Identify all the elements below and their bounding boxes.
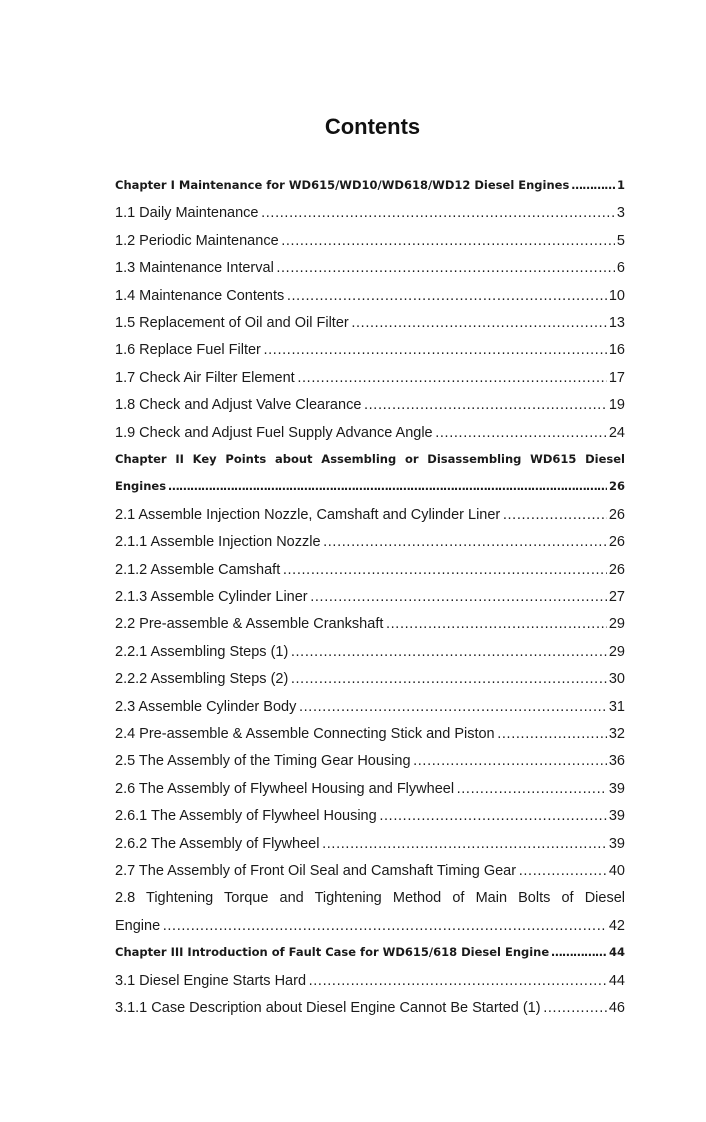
toc-entry-page-number: 6: [616, 260, 625, 277]
toc-entry[interactable]: [115, 699, 625, 721]
toc-entry-label: 2.1.2 Assemble Camshaft: [115, 561, 281, 578]
toc-entry[interactable]: [115, 1000, 625, 1022]
toc-entry[interactable]: [115, 644, 625, 666]
toc-leader-dots: [518, 863, 607, 879]
toc-entry-label: 2.2 Pre-assemble & Assemble Crankshaft: [115, 616, 384, 633]
toc-entry-page-number: 39: [608, 808, 625, 825]
toc-entry-label: Engine: [115, 917, 161, 934]
toc-entry-label: Chapter II Key Points about Assembling or Disassembling WD615 Diesel: [115, 452, 625, 466]
toc-entry-label: 1.2 Periodic Maintenance: [115, 232, 279, 249]
toc-entry-label: 2.6.1 The Assembly of Flywheel Housing: [115, 808, 377, 825]
toc-entry[interactable]: [115, 671, 625, 693]
toc-leader-dots: [551, 945, 607, 959]
toc-entry-label: 1.5 Replacement of Oil and Oil Filter: [115, 315, 349, 331]
toc-entry-label: Chapter I Maintenance for WD615/WD10/WD618/WD12 Diesel Engines: [115, 178, 570, 192]
toc-entry-label: 2.1.1 Assemble Injection Nozzle: [115, 534, 321, 551]
toc-entry[interactable]: [115, 233, 625, 255]
toc-entry-page-number: 32: [608, 726, 625, 742]
toc-entry-page-number: 17: [608, 369, 625, 386]
toc-entry-page-number: 5: [616, 232, 625, 249]
toc-leader-dots: [456, 781, 607, 797]
toc-entry[interactable]: [115, 260, 625, 282]
toc-entry-label: 2.4 Pre-assemble & Assemble Connecting Stick and Piston: [115, 726, 495, 742]
toc-entry-label: 1.3 Maintenance Interval: [115, 260, 274, 277]
toc-chapter-entry[interactable]: [115, 945, 625, 967]
toc-leader-dots: [379, 808, 607, 824]
toc-leader-dots: [281, 233, 615, 249]
toc-chapter-entry[interactable]: [115, 452, 625, 474]
toc-leader-dots: [363, 397, 606, 413]
toc-entry-label: 1.7 Check Air Filter Element: [115, 369, 295, 386]
toc-entry-page-number: 44: [608, 972, 625, 989]
toc-entry[interactable]: [115, 836, 625, 858]
toc-entry-label: 2.6.2 The Assembly of Flywheel: [115, 835, 320, 852]
toc-entry-label: Engines: [115, 479, 167, 494]
toc-entry-label: 2.2.1 Assembling Steps (1): [115, 643, 289, 660]
toc-entry-label: 2.1.3 Assemble Cylinder Liner: [115, 589, 308, 605]
toc-leader-dots: [323, 534, 607, 550]
toc-entry-label: 2.5 The Assembly of the Timing Gear Housing: [115, 753, 411, 770]
toc-entry-label: 1.6 Replace Fuel Filter: [115, 342, 261, 359]
toc-leader-dots: [290, 671, 607, 687]
toc-entry-page-number: 42: [608, 917, 625, 934]
toc-leader-dots: [543, 1000, 607, 1016]
toc-entry[interactable]: [115, 370, 625, 392]
toc-leader-dots: [310, 589, 607, 605]
toc-entry[interactable]: [115, 808, 625, 830]
toc-entry[interactable]: [115, 562, 625, 584]
toc-entry[interactable]: [115, 616, 625, 638]
toc-entry-label: 2.7 The Assembly of Front Oil Seal and Camshaft Timing Gear: [115, 863, 517, 879]
toc-leader-dots: [263, 342, 607, 358]
toc-leader-dots: [571, 178, 615, 192]
toc-entry-page-number: 39: [608, 835, 625, 852]
toc-entry[interactable]: [115, 726, 625, 748]
toc-leader-dots: [168, 479, 607, 493]
toc-entry[interactable]: [115, 342, 625, 364]
toc-entry[interactable]: [115, 507, 625, 529]
toc-entry-label: 3.1.1 Case Description about Diesel Engine Cannot Be Started (1): [115, 1000, 541, 1016]
toc-leader-dots: [298, 699, 607, 715]
toc-entry-page-number: 1: [616, 178, 625, 192]
page-title: Contents: [324, 114, 421, 139]
toc-chapter-entry[interactable]: [115, 178, 625, 200]
toc-entry-page-number: 24: [608, 424, 625, 441]
toc-entry-label: 1.9 Check and Adjust Fuel Supply Advance Angle: [115, 424, 433, 441]
toc-leader-dots: [297, 370, 607, 386]
toc-entry-page-number: 44: [608, 945, 625, 960]
toc-entry[interactable]: [115, 973, 625, 995]
toc-entry-page-number: 46: [608, 1000, 625, 1016]
toc-leader-dots: [260, 205, 614, 221]
toc-leader-dots: [308, 973, 607, 989]
toc-entry[interactable]: [115, 753, 625, 775]
toc-entry-page-number: 30: [608, 671, 625, 688]
toc-entry-label: 3.1 Diesel Engine Starts Hard: [115, 972, 307, 989]
toc-leader-dots: [385, 616, 606, 632]
toc-leader-dots: [435, 425, 607, 441]
toc-entry[interactable]: [115, 589, 625, 611]
toc-leader-dots: [497, 726, 607, 742]
toc-leader-dots: [413, 753, 607, 769]
toc-entry-label: 2.8 Tightening Torque and Tightening Method of Main Bolts of Diesel: [115, 890, 625, 907]
toc-entry-label: 2.1 Assemble Injection Nozzle, Camshaft and Cylinder Liner: [115, 506, 501, 523]
toc-chapter-entry[interactable]: [115, 479, 625, 501]
toc-leader-dots: [351, 315, 607, 331]
toc-entry-page-number: 39: [608, 780, 625, 797]
toc-entry-page-number: 3: [616, 205, 625, 222]
toc-entry-page-number: 29: [608, 616, 625, 633]
toc-entry-page-number: 36: [608, 753, 625, 770]
toc-entry-page-number: 10: [608, 287, 625, 304]
toc-entry-page-number: 26: [608, 561, 625, 578]
toc-entry[interactable]: [115, 425, 625, 447]
toc-entry-label: 2.3 Assemble Cylinder Body: [115, 698, 297, 715]
toc-entry[interactable]: [115, 918, 625, 940]
toc-entry-label: 1.4 Maintenance Contents: [115, 287, 285, 304]
toc-entry[interactable]: [115, 397, 625, 419]
toc-entry-page-number: 13: [608, 315, 625, 331]
toc-entry-page-number: 27: [608, 589, 625, 605]
toc-leader-dots: [282, 562, 607, 578]
toc-entry[interactable]: [115, 863, 625, 885]
toc-entry-page-number: 26: [608, 479, 625, 494]
toc-leader-dots: [276, 260, 615, 276]
toc-entry-page-number: 19: [608, 397, 625, 414]
toc-entry-label: 2.6 The Assembly of Flywheel Housing and Flywheel: [115, 780, 455, 797]
toc-entry-label: 1.1 Daily Maintenance: [115, 205, 259, 222]
toc-entry-label: 2.2.2 Assembling Steps (2): [115, 671, 289, 688]
toc-entry-page-number: 26: [608, 506, 625, 523]
toc-entry-label: Chapter III Introduction of Fault Case for WD615/618 Diesel Engine: [115, 945, 550, 960]
toc-leader-dots: [162, 918, 607, 934]
toc-leader-dots: [290, 644, 607, 660]
toc-entry-page-number: 16: [608, 342, 625, 359]
toc-entry[interactable]: [115, 534, 625, 556]
toc-leader-dots: [286, 288, 607, 304]
toc-entry[interactable]: [115, 288, 625, 310]
toc-entry[interactable]: [115, 781, 625, 803]
toc-entry[interactable]: [115, 315, 625, 337]
toc-entry-page-number: 40: [608, 863, 625, 879]
toc-entry-page-number: 31: [608, 698, 625, 715]
toc-entry[interactable]: [115, 205, 625, 227]
toc-entry-page-number: 29: [608, 643, 625, 660]
toc-entry[interactable]: [115, 890, 625, 912]
toc-leader-dots: [502, 507, 607, 523]
toc-entry-label: 1.8 Check and Adjust Valve Clearance: [115, 397, 362, 414]
toc-entry-page-number: 26: [608, 534, 625, 551]
toc-leader-dots: [321, 836, 606, 852]
